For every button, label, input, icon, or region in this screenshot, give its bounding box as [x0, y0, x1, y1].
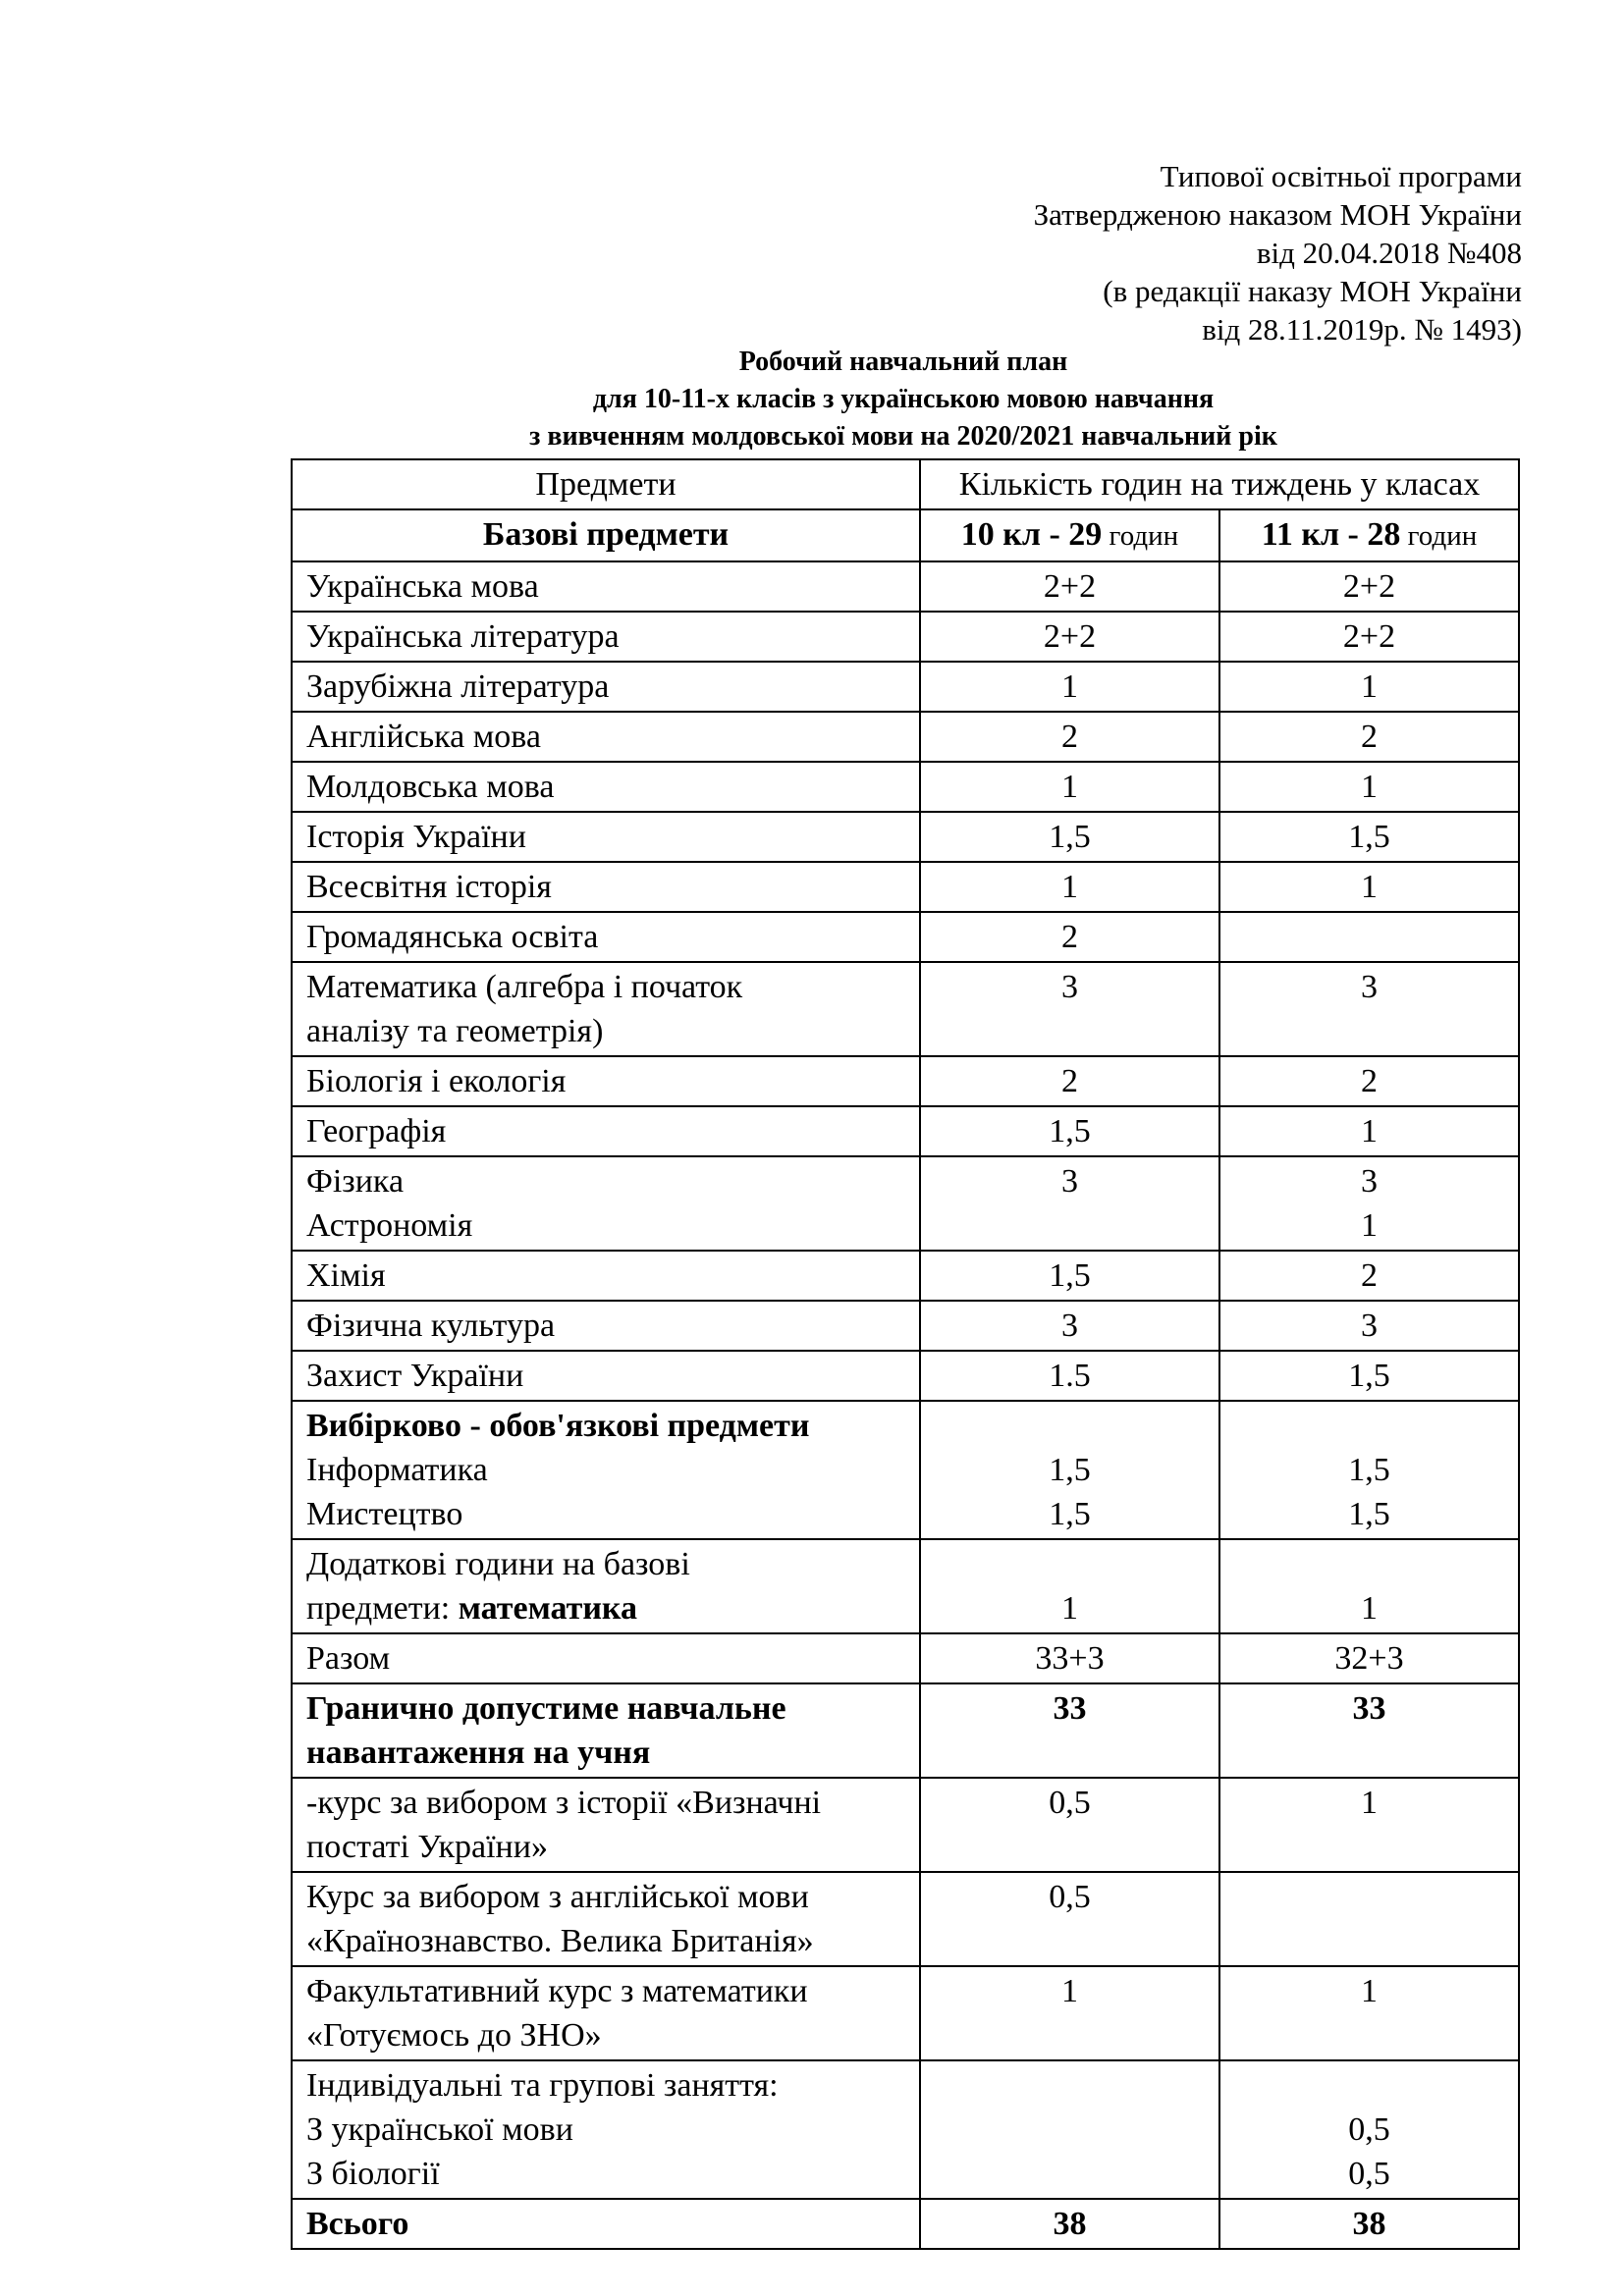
- document-title: [285, 344, 1522, 455]
- header-line-1: Типової освітньої програми: [1160, 159, 1522, 193]
- subject-name: Українська мова: [292, 561, 920, 612]
- hours-11: [1219, 1401, 1519, 1539]
- course-row: [292, 1872, 1519, 1966]
- hours-11: 2: [1219, 1251, 1519, 1301]
- subtotal-10: 33+3: [920, 1633, 1219, 1683]
- extra-hours-line-1: Додаткові години на базові: [306, 1546, 690, 1582]
- class-10-label: 10 кл - 29: [960, 516, 1103, 553]
- hours-10: 1,5: [920, 1106, 1219, 1156]
- hours-10: 2: [920, 712, 1219, 762]
- hours-11: 1: [1219, 862, 1519, 912]
- hours-10: 1: [920, 862, 1219, 912]
- max-load-10: 33: [920, 1683, 1219, 1778]
- elective-subjects-row: [292, 1401, 1519, 1539]
- course-hours-10: 0,5: [920, 1872, 1219, 1966]
- hours-10: 3: [920, 962, 1219, 1056]
- course-hours-10: 0,5: [920, 1778, 1219, 1872]
- table-row: [292, 762, 1519, 812]
- elective-heading: Вибірково - обов'язкові предмети: [306, 1408, 810, 1444]
- table-row: [292, 662, 1519, 712]
- hours-10: 1,5: [920, 812, 1219, 862]
- course-label: -курс за вибором з історії «Визначні постаті України»: [292, 1778, 920, 1872]
- subject-name: Історія України: [292, 812, 920, 862]
- table-row: [292, 912, 1519, 962]
- hours-11: 2: [1219, 712, 1519, 762]
- art-hours-11: 1,5: [1348, 1496, 1390, 1532]
- hours-11: 1: [1219, 1106, 1519, 1156]
- subject-name: Біологія і екологія: [292, 1056, 920, 1106]
- course-row: [292, 1778, 1519, 1872]
- hours-10: 3: [920, 1301, 1219, 1351]
- individual-spacer: [1234, 2063, 1504, 2108]
- individual-hours-10: [920, 2060, 1219, 2199]
- class-10-header: [920, 509, 1219, 561]
- extra-hours-10: 1: [1061, 1590, 1078, 1627]
- physics-hours-11: 3: [1361, 1163, 1378, 1200]
- title-line-3: з вивченням молдовської мови на 2020/2021 навчальний рік: [529, 421, 1277, 452]
- course-hours-10: 1: [920, 1966, 1219, 2060]
- hours-10: 1: [920, 662, 1219, 712]
- elective-spacer: [1234, 1404, 1504, 1448]
- subject-name: Зарубіжна література: [292, 662, 920, 712]
- art-hours-10: 1,5: [1049, 1496, 1091, 1532]
- physics-astronomy-row: [292, 1156, 1519, 1251]
- table-row: [292, 1301, 1519, 1351]
- class-11-label: 11 кл - 28: [1261, 516, 1401, 553]
- extra-hours-subject: математика: [458, 1590, 638, 1627]
- subject-name: Всесвітня історія: [292, 862, 920, 912]
- subtotal-row: [292, 1633, 1519, 1683]
- course-hours-11: [1219, 1872, 1519, 1966]
- title-line-2: для 10-11-х класів з українською мовою навчання: [592, 384, 1215, 414]
- physics-label: Фізика: [306, 1163, 405, 1200]
- class-11-hours-word: годин: [1400, 520, 1478, 552]
- course-row: [292, 1966, 1519, 2060]
- hours-11: 2: [1219, 1056, 1519, 1106]
- basic-subjects-header-row: [292, 509, 1519, 561]
- individual-ukrainian: З української мови: [306, 2111, 573, 2148]
- hours-11: 2+2: [1219, 612, 1519, 662]
- course-hours-11: 1: [1219, 1778, 1519, 1872]
- elective-spacer: [935, 1404, 1205, 1448]
- subject-name: Фізична культура: [292, 1301, 920, 1351]
- extra-hours-plain: предмети:: [306, 1590, 459, 1627]
- subject-name: Математика (алгебра і початок аналізу та геометрія): [292, 962, 920, 1056]
- header-line-2: Затвердженою наказом МОН України: [1033, 197, 1522, 232]
- hours-11: [1219, 912, 1519, 962]
- hours-11: 1,5: [1219, 812, 1519, 862]
- hours-10: [920, 1401, 1219, 1539]
- grand-total-row: [292, 2199, 1519, 2249]
- hours-10: 2+2: [920, 612, 1219, 662]
- table-row: [292, 1251, 1519, 1301]
- curriculum-table: [291, 458, 1520, 2250]
- hours-10: 1,5: [920, 1251, 1219, 1301]
- hours-10: 2: [920, 912, 1219, 962]
- subject-name: Англійська мова: [292, 712, 920, 762]
- individual-biology-hours-11: 0,5: [1348, 2156, 1390, 2192]
- hours-11: 2+2: [1219, 561, 1519, 612]
- grand-total-label: Всього: [292, 2199, 920, 2249]
- class-10-hours-word: годин: [1102, 520, 1179, 552]
- hours-11: [1219, 1156, 1519, 1251]
- class-11-header: [1219, 509, 1519, 561]
- individual-heading: Індивідуальні та групові заняття:: [306, 2067, 779, 2104]
- astronomy-label: Астрономія: [306, 1207, 473, 1244]
- table-row: [292, 1351, 1519, 1401]
- astronomy-hours-11: 1: [1361, 1207, 1378, 1244]
- individual-ukrainian-hours-11: 0,5: [1348, 2111, 1390, 2148]
- subject-name: Хімія: [292, 1251, 920, 1301]
- hours-11: 3: [1219, 1301, 1519, 1351]
- extra-hours-cell: [292, 1539, 920, 1633]
- max-load-11: 33: [1219, 1683, 1519, 1778]
- hours-11: 3: [1219, 962, 1519, 1056]
- course-label: Факультативний курс з математики «Готуємось до ЗНО»: [292, 1966, 920, 2060]
- basic-subjects-label: Базові предмети: [292, 509, 920, 561]
- subject-name: Громадянська освіта: [292, 912, 920, 962]
- hours-11: 1: [1219, 662, 1519, 712]
- extra-hours-row: [292, 1539, 1519, 1633]
- elective-subjects-cell: [292, 1401, 920, 1539]
- extra-spacer: [1234, 1542, 1504, 1586]
- extra-hours-11: 1: [1361, 1590, 1378, 1627]
- subjects-column-header: Предмети: [292, 459, 920, 509]
- elective-item-art: Мистецтво: [306, 1496, 463, 1532]
- table-header-row: [292, 459, 1519, 509]
- individual-lessons-cell: [292, 2060, 920, 2199]
- header-line-3: від 20.04.2018 №408: [1256, 236, 1522, 270]
- header-line-4: (в редакції наказу МОН України: [1103, 274, 1522, 308]
- max-load-row: [292, 1683, 1519, 1778]
- table-row: [292, 712, 1519, 762]
- table-row: [292, 612, 1519, 662]
- subject-name: Географія: [292, 1106, 920, 1156]
- course-hours-11: 1: [1219, 1966, 1519, 2060]
- hours-11: [1219, 1539, 1519, 1633]
- table-row: [292, 561, 1519, 612]
- hours-column-header: Кількість годин на тиждень у класах: [920, 459, 1519, 509]
- hours-11: 1,5: [1219, 1351, 1519, 1401]
- hours-10: 1: [920, 762, 1219, 812]
- elective-item-informatics: Інформатика: [306, 1452, 488, 1488]
- subject-name: [292, 1156, 920, 1251]
- hours-10: 3: [920, 1156, 1219, 1251]
- hours-11: 1: [1219, 762, 1519, 812]
- course-label: Курс за вибором з англійської мови «Країнознавство. Велика Британія»: [292, 1872, 920, 1966]
- subject-name: Молдовська мова: [292, 762, 920, 812]
- subject-name: Українська література: [292, 612, 920, 662]
- grand-total-10: 38: [920, 2199, 1219, 2249]
- table-row: [292, 812, 1519, 862]
- max-load-label: Гранично допустиме навчальне навантаження на учня: [292, 1683, 920, 1778]
- table-row: [292, 862, 1519, 912]
- informatics-hours-10: 1,5: [1049, 1452, 1091, 1488]
- table-row: [292, 1056, 1519, 1106]
- subtotal-11: 32+3: [1219, 1633, 1519, 1683]
- approval-header: [1034, 157, 1522, 348]
- table-row: [292, 1106, 1519, 1156]
- extra-spacer: [935, 1542, 1205, 1586]
- informatics-hours-11: 1,5: [1348, 1452, 1390, 1488]
- hours-10: 2: [920, 1056, 1219, 1106]
- individual-lessons-row: [292, 2060, 1519, 2199]
- hours-10: 1.5: [920, 1351, 1219, 1401]
- hours-10: 2+2: [920, 561, 1219, 612]
- header-line-5: від 28.11.2019р. № 1493): [1202, 312, 1522, 347]
- individual-hours-11: [1219, 2060, 1519, 2199]
- individual-biology: З біології: [306, 2156, 440, 2192]
- subject-name: Захист України: [292, 1351, 920, 1401]
- extra-hours-line-2: [306, 1586, 905, 1630]
- title-line-1: Робочий навчальний план: [738, 347, 1068, 377]
- subtotal-label: Разом: [292, 1633, 920, 1683]
- hours-10: [920, 1539, 1219, 1633]
- table-row: [292, 962, 1519, 1056]
- grand-total-11: 38: [1219, 2199, 1519, 2249]
